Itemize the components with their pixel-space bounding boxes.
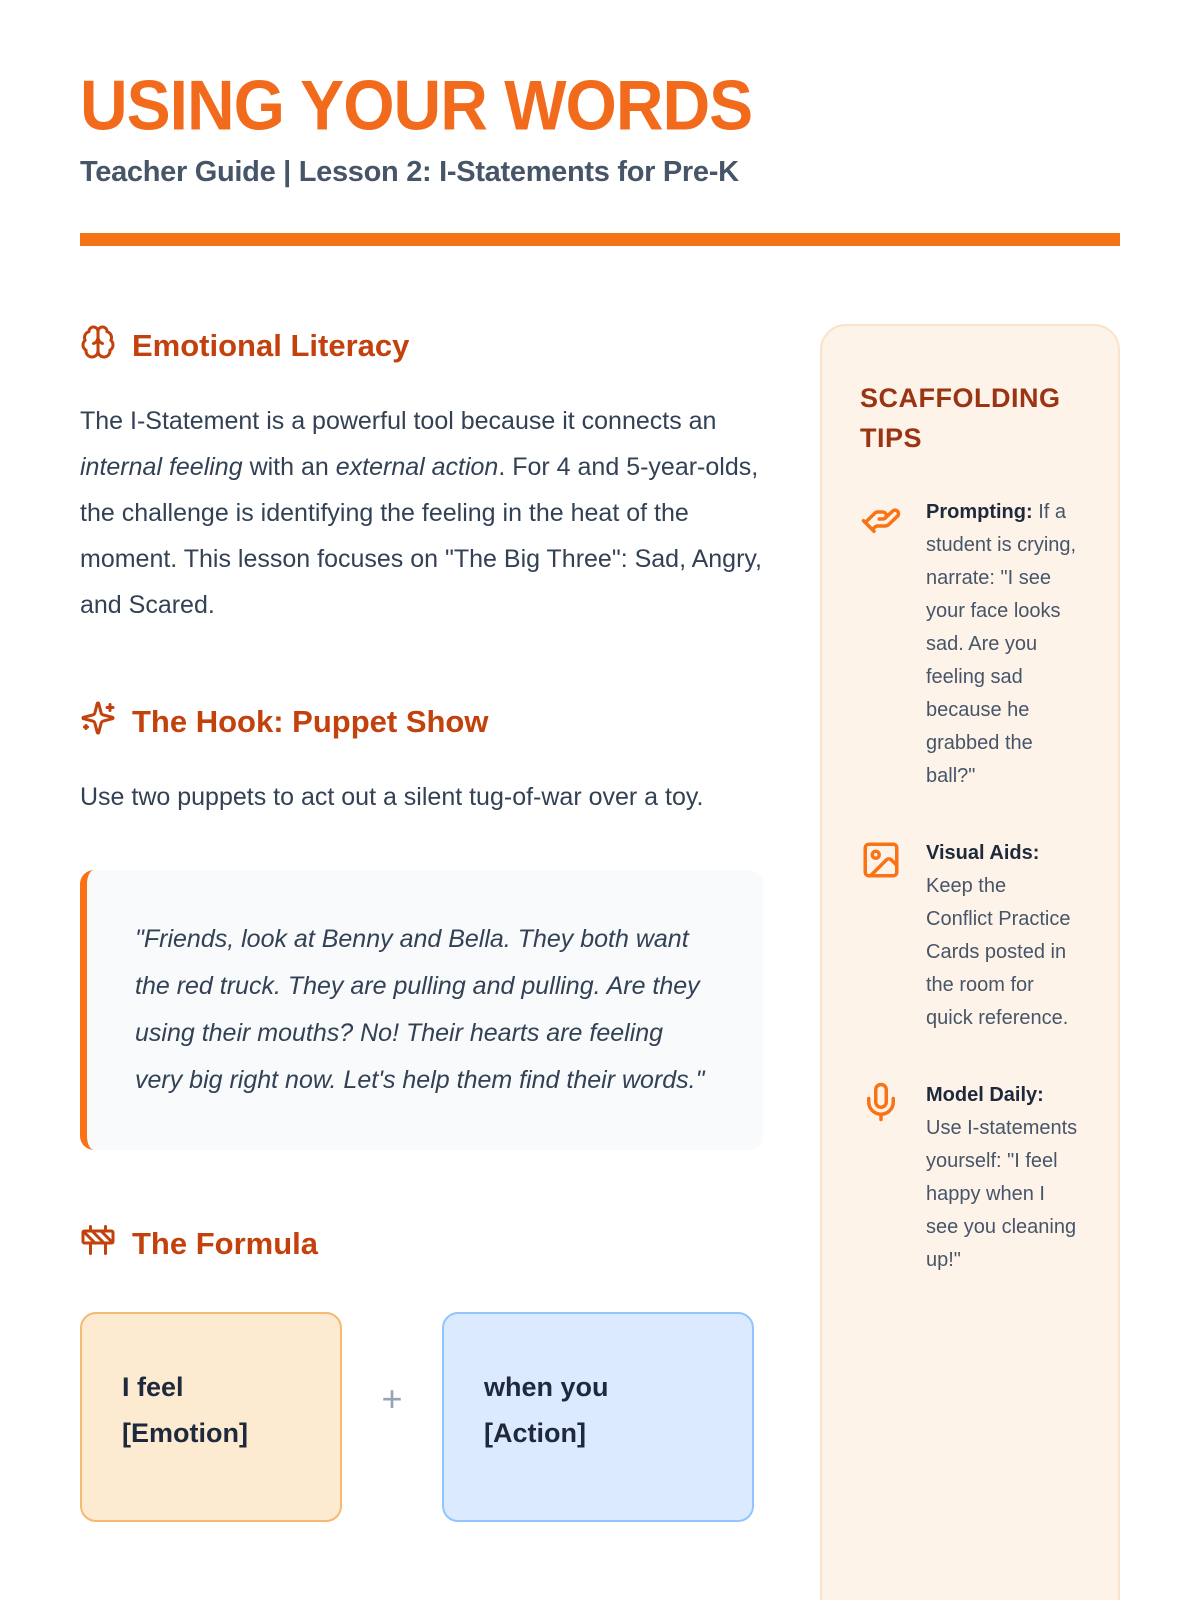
section-hook [80, 700, 763, 1150]
divider-rule [80, 233, 1120, 246]
tip-prompting [860, 496, 1078, 793]
paragraph-italic-text: external action [335, 453, 499, 481]
plus-separator: + [381, 1378, 403, 1419]
emotional-literacy-heading-label: Emotional Literacy [132, 328, 410, 363]
action-card-line2: [Action] [484, 1418, 586, 1448]
tip-body: Use I-statements yourself: "I feel happy when I see you cleaning up!" [926, 1117, 1078, 1271]
hook-heading [80, 700, 763, 744]
emotion-card [80, 1312, 342, 1522]
puppet-script-quote: "Friends, look at Benny and Bella. They both want the red truck. They are pulling and pulling. Are they using their mouths? No! Their hearts are feeling very big right now. Let's help them find their words." [80, 870, 763, 1150]
tip-visual-aids-text [926, 837, 1078, 1035]
sparkles-icon [80, 700, 116, 744]
page-subtitle: Teacher Guide | Lesson 2: I-Statements for Pre-K [80, 156, 739, 188]
section-emotional-literacy [80, 324, 763, 628]
hook-heading-label: The Hook: Puppet Show [132, 704, 489, 739]
action-card-line1: when you [484, 1372, 609, 1402]
main-column [80, 324, 763, 1522]
formula-heading-label: The Formula [132, 1226, 319, 1261]
paragraph-italic-text: internal feeling [80, 453, 243, 481]
formula-heading [80, 1222, 763, 1266]
tip-label: Visual Aids: [926, 842, 1040, 864]
emotional-literacy-paragraph [80, 398, 763, 628]
tip-prompting-text [926, 496, 1078, 793]
tip-label: Prompting: [926, 501, 1033, 523]
formula-row [80, 1312, 763, 1522]
header [80, 65, 1120, 246]
tip-body: If a student is crying, narrate: "I see your face looks sad. Are you feeling sad because he grabbed the ball?" [926, 501, 1077, 787]
tip-model-daily [860, 1079, 1078, 1277]
hook-paragraph: Use two puppets to act out a silent tug-of-war over a toy. [80, 783, 704, 811]
tip-body: Keep the Conflict Practice Cards posted in the room for quick reference. [926, 875, 1071, 1029]
section-formula [80, 1222, 763, 1522]
helping-hand-icon [860, 496, 904, 793]
construction-barrier-icon [80, 1222, 116, 1266]
scaffolding-tips-title: SCAFFOLDING TIPS [860, 383, 1061, 453]
tip-label: Model Daily: [926, 1084, 1044, 1106]
paragraph-text: The I-Statement is a powerful tool because it connects an [80, 407, 717, 435]
brain-icon [80, 324, 116, 368]
tip-visual-aids [860, 837, 1078, 1035]
scaffolding-tips-panel [820, 324, 1120, 1600]
emotion-card-line1: I feel [122, 1372, 184, 1402]
action-card [442, 1312, 754, 1522]
paragraph-text: with an [242, 453, 336, 481]
emotional-literacy-heading [80, 324, 763, 368]
content-columns [80, 324, 1120, 1600]
mic-icon [860, 1079, 904, 1277]
tip-model-daily-text [926, 1079, 1078, 1277]
page-title: USING YOUR WORDS [80, 65, 753, 145]
emotion-card-line2: [Emotion] [122, 1418, 248, 1448]
paragraph-text: . For 4 and 5-year-olds, the challenge is identifying the feeling in the heat of the moment. This lesson focuses on "The Big Three": Sad, Angry, and Scared. [80, 453, 762, 619]
image-icon [860, 837, 904, 1035]
